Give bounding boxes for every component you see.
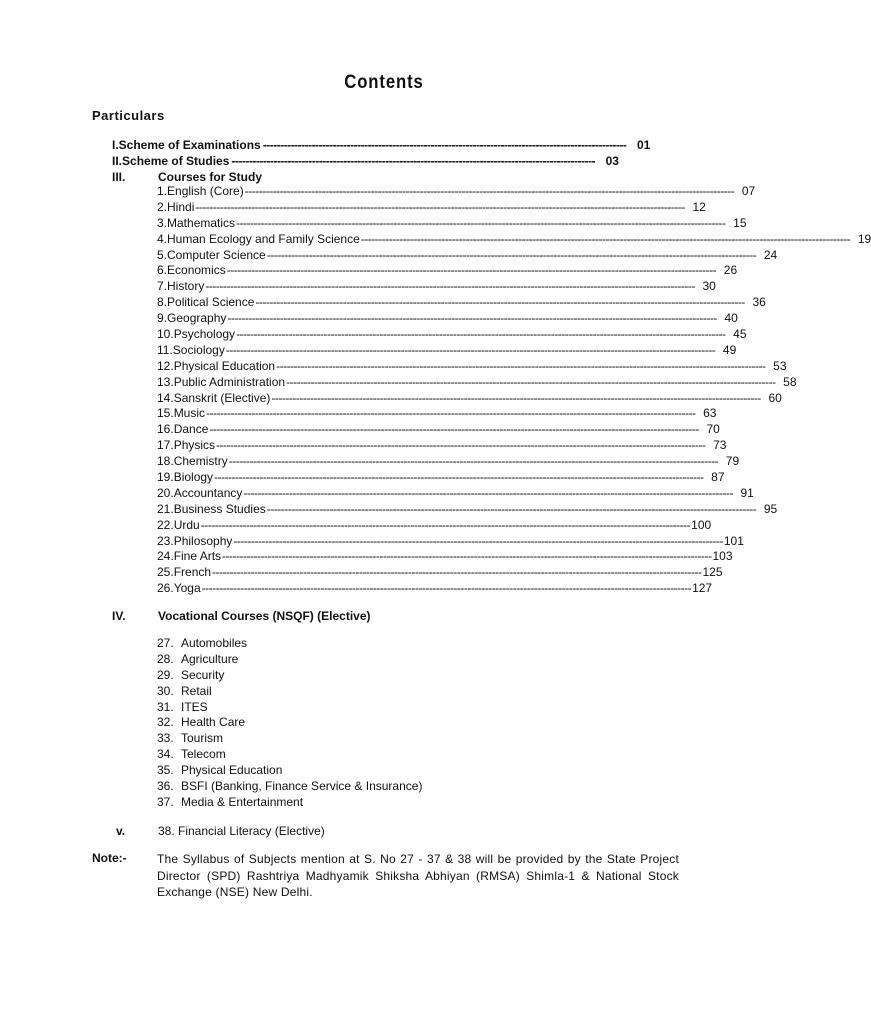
- dot-leader: --------------------------------------------------------------------------------------------------------------------------------------------: [286, 374, 776, 389]
- toc-course-row[interactable]: [157, 422, 720, 438]
- vocational-course-row[interactable]: [157, 668, 557, 684]
- course-page: 12: [692, 199, 706, 214]
- section-page: 01: [636, 138, 651, 152]
- dot-leader: --------------------------------------------------------------------------------------------------------------------------------------------: [271, 390, 761, 405]
- vocational-course-row[interactable]: [157, 763, 557, 779]
- toc-course-row[interactable]: [157, 295, 766, 311]
- course-number: 28.: [157, 651, 174, 666]
- dot-leader: --------------------------------------------------------------------------------------------------------------------------------------------: [209, 422, 699, 437]
- course-page: 95: [763, 501, 778, 516]
- course-page: 125: [702, 565, 723, 580]
- dot-leader: --------------------------------------------------------------------------------------------------------: [262, 138, 627, 152]
- section-number: II.: [112, 154, 123, 168]
- course-number: 10.: [157, 327, 174, 342]
- dot-leader: --------------------------------------------------------------------------------------------------------------------------------------------: [255, 295, 745, 310]
- course-label: Retail: [181, 683, 212, 698]
- course-page: 26: [723, 263, 738, 278]
- course-label: Automobiles: [181, 636, 248, 650]
- course-label: Urdu: [173, 517, 200, 532]
- course-label: Media & Entertainment: [181, 794, 304, 809]
- course-page: 100: [691, 517, 712, 532]
- course-number: 34.: [157, 747, 174, 762]
- toc-course-row[interactable]: [157, 501, 778, 518]
- section-label: Courses for Study: [158, 170, 263, 184]
- dot-leader: --------------------------------------------------------------------------------------------------------------------------------------------: [227, 311, 717, 326]
- toc-course-row[interactable]: [157, 454, 740, 470]
- section-label: Scheme of Studies: [122, 154, 230, 168]
- course-label: Economics: [167, 263, 226, 278]
- course-label: Accountancy: [173, 485, 243, 500]
- course-number: 12.: [157, 358, 174, 373]
- course-page: 70: [706, 422, 720, 437]
- section-label: Scheme of Examinations: [118, 138, 261, 152]
- vocational-course-row[interactable]: [157, 779, 557, 795]
- vocational-course-row[interactable]: [157, 715, 557, 731]
- course-number: 9.: [157, 311, 168, 326]
- course-number: 7.: [157, 279, 168, 294]
- course-number: 6.: [157, 263, 168, 278]
- course-page: 127: [692, 581, 713, 596]
- toc-section-row[interactable]: [112, 153, 619, 169]
- note-label: Note:-: [92, 851, 127, 865]
- course-page: 53: [773, 358, 787, 373]
- dot-leader: --------------------------------------------------------------------------------------------------------------------------------------------: [214, 470, 704, 485]
- course-label: Fine Arts: [173, 549, 222, 564]
- course-number: 17.: [157, 438, 174, 453]
- vocational-course-row[interactable]: [157, 700, 557, 716]
- course-label: Sanskrit (Elective): [173, 390, 271, 405]
- course-page: 73: [713, 438, 727, 453]
- course-label: ITES: [181, 699, 208, 714]
- toc-course-row[interactable]: [157, 215, 747, 232]
- toc-course-row[interactable]: [157, 390, 782, 407]
- section-number: III.: [112, 170, 126, 184]
- toc-course-row[interactable]: [157, 470, 725, 486]
- course-number: 15.: [157, 406, 174, 421]
- course-page: 60: [768, 390, 782, 405]
- course-label: Sociology: [172, 342, 225, 357]
- section-number: v.: [116, 824, 126, 838]
- toc-course-row[interactable]: [157, 199, 706, 216]
- vocational-course-row[interactable]: [157, 747, 557, 763]
- vocational-course-row[interactable]: [157, 684, 557, 700]
- course-page: 79: [725, 454, 740, 469]
- course-number: 32.: [157, 715, 174, 730]
- course-label: Mathematics: [167, 215, 236, 230]
- section-number: IV.: [112, 609, 126, 623]
- course-page: 87: [711, 470, 725, 485]
- course-label: Public Administration: [173, 374, 286, 389]
- toc-course-row[interactable]: [157, 406, 717, 422]
- course-page: 19: [857, 231, 871, 246]
- course-number: 24.: [157, 549, 174, 564]
- toc-course-row[interactable]: [157, 231, 871, 248]
- dot-leader: --------------------------------------------------------------------------------------------------------------------------------------------: [225, 342, 716, 357]
- dot-leader: --------------------------------------------------------------------------------------------------------------------------------------------: [360, 231, 851, 246]
- vocational-heading: [112, 609, 371, 623]
- dot-leader: --------------------------------------------------------------------------------------------------------------------------------------------: [236, 327, 726, 342]
- toc-course-row[interactable]: [157, 485, 754, 502]
- course-label: Geography: [167, 311, 227, 326]
- dot-leader: --------------------------------------------------------------------------------------------------------: [231, 154, 595, 168]
- course-page: 103: [712, 549, 733, 564]
- course-number: 21.: [157, 501, 174, 516]
- course-label: Agriculture: [181, 651, 239, 666]
- dot-leader: --------------------------------------------------------------------------------------------------------------------------------------------: [200, 517, 691, 532]
- course-label: History: [167, 279, 205, 294]
- toc-course-row[interactable]: [157, 533, 744, 550]
- section-label: 38. Financial Literacy (Elective): [158, 824, 325, 838]
- course-label: Chemistry: [173, 454, 228, 469]
- toc-course-row[interactable]: [157, 311, 738, 327]
- dot-leader: --------------------------------------------------------------------------------------------------------------------------------------------: [205, 279, 695, 294]
- course-label: BSFI (Banking, Finance Service & Insurance): [181, 779, 423, 794]
- course-label: Yoga: [173, 581, 201, 596]
- course-number: 25.: [157, 565, 174, 580]
- course-label: Biology: [173, 470, 214, 485]
- course-page: 07: [741, 184, 756, 198]
- course-number: 36.: [157, 779, 174, 794]
- toc-course-row[interactable]: [157, 184, 756, 200]
- toc-section-row[interactable]: [112, 137, 651, 153]
- course-label: Business Studies: [173, 501, 266, 516]
- toc-course-row[interactable]: [157, 374, 797, 391]
- dot-leader: --------------------------------------------------------------------------------------------------------------------------------------------: [195, 199, 685, 214]
- toc-section-row[interactable]: [112, 169, 552, 185]
- course-label: Philosophy: [173, 533, 233, 548]
- course-number: 3.: [157, 215, 168, 230]
- course-number: 11.: [157, 342, 173, 357]
- course-label: French: [173, 565, 212, 580]
- course-number: 2.: [157, 199, 168, 214]
- particulars-heading: Particulars: [92, 108, 165, 123]
- course-number: 13.: [157, 374, 174, 389]
- course-number: 19.: [157, 470, 174, 485]
- course-number: 37.: [157, 794, 174, 809]
- vocational-list: [157, 636, 557, 811]
- course-label: Physics: [173, 438, 216, 453]
- course-page: 49: [722, 342, 737, 357]
- dot-leader: --------------------------------------------------------------------------------------------------------------------------------------------: [222, 549, 712, 564]
- course-label: Computer Science: [167, 247, 266, 262]
- course-number: 30.: [157, 683, 174, 698]
- course-page: 63: [703, 406, 717, 421]
- dot-leader: --------------------------------------------------------------------------------------------------------------------------------------------: [206, 406, 696, 421]
- course-number: 35.: [157, 763, 174, 778]
- note-text: The Syllabus of Subjects mention at S. No 27 - 37 & 38 will be provided by the State Project Director (SPD) Rashtriya Madhyamik Shiksha Abhiyan (RMSA) Shimla-1 & National Stock Exchange (NSE) New Delhi.: [157, 852, 679, 899]
- course-page: 45: [733, 327, 747, 342]
- dot-leader: --------------------------------------------------------------------------------------------------------------------------------------------: [226, 263, 717, 278]
- vocational-course-row[interactable]: [157, 731, 557, 747]
- course-number: 26.: [157, 581, 174, 596]
- dot-leader: --------------------------------------------------------------------------------------------------------------------------------------------: [201, 581, 692, 596]
- section-label: Vocational Courses (NSQF) (Elective): [158, 609, 371, 623]
- toc-course-row[interactable]: [157, 549, 733, 565]
- toc-course-row[interactable]: [157, 565, 723, 581]
- course-number: 4.: [157, 231, 168, 246]
- course-page: 15: [733, 215, 747, 230]
- dot-leader: --------------------------------------------------------------------------------------------------------------------------------------------: [244, 184, 735, 198]
- course-number: 18.: [157, 454, 174, 469]
- dot-leader: --------------------------------------------------------------------------------------------------------------------------------------------: [243, 485, 733, 500]
- toc-course-row[interactable]: [157, 263, 738, 279]
- course-label: Health Care: [181, 715, 246, 730]
- dot-leader: --------------------------------------------------------------------------------------------------------------------------------------------: [212, 565, 702, 580]
- course-label: Physical Education: [181, 763, 283, 778]
- dot-leader: --------------------------------------------------------------------------------------------------------------------------------------------: [216, 438, 706, 453]
- vocational-course-row[interactable]: [157, 636, 557, 652]
- toc-course-row[interactable]: [157, 581, 713, 597]
- toc-course-row[interactable]: [157, 327, 747, 343]
- course-page: 24: [763, 247, 778, 262]
- dot-leader: --------------------------------------------------------------------------------------------------------------------------------------------: [266, 247, 757, 262]
- course-number: 23.: [157, 533, 174, 548]
- course-number: 14.: [157, 390, 174, 405]
- course-number: 29.: [157, 667, 174, 682]
- course-number: 22.: [157, 517, 174, 532]
- course-label: Human Ecology and Family Science: [167, 231, 360, 246]
- courses-list: [157, 184, 871, 597]
- course-label: Dance: [173, 422, 209, 437]
- section-number: I.: [112, 138, 119, 152]
- course-label: Physical Education: [173, 358, 276, 373]
- vocational-course-row[interactable]: [157, 795, 557, 811]
- course-label: English (Core): [167, 184, 244, 198]
- toc-course-row[interactable]: [157, 279, 716, 295]
- course-label: Psychology: [173, 327, 236, 342]
- course-label: Security: [181, 667, 225, 682]
- course-number: 20.: [157, 485, 174, 500]
- course-page: 91: [740, 485, 754, 500]
- course-number: 27.: [157, 636, 174, 650]
- course-number: 1.: [157, 184, 168, 198]
- course-page: 40: [724, 311, 738, 326]
- dot-leader: --------------------------------------------------------------------------------------------------------------------------------------------: [266, 501, 757, 516]
- course-page: 36: [752, 295, 766, 310]
- dot-leader: --------------------------------------------------------------------------------------------------------------------------------------------: [233, 533, 723, 548]
- course-label: Telecom: [181, 747, 226, 762]
- toc-course-row[interactable]: [157, 247, 778, 264]
- page-title: Contents: [344, 72, 424, 93]
- course-page: 30: [702, 279, 716, 294]
- financial-literacy-row[interactable]: [112, 823, 325, 839]
- toc-course-row[interactable]: [157, 517, 712, 534]
- course-page: 58: [783, 374, 797, 389]
- section-page: 03: [605, 154, 619, 168]
- dot-leader: --------------------------------------------------------------------------------------------------------------------------------------------: [276, 358, 766, 373]
- course-number: 33.: [157, 731, 174, 746]
- course-number: 16.: [157, 422, 174, 437]
- dot-leader: --------------------------------------------------------------------------------------------------------------------------------------------: [228, 454, 719, 469]
- course-page: 101: [723, 533, 744, 548]
- dot-leader: --------------------------------------------------------------------------------------------------------------------------------------------: [236, 215, 726, 230]
- course-number: 8.: [157, 295, 168, 310]
- toc-course-row[interactable]: [157, 342, 737, 359]
- course-label: Political Science: [167, 295, 255, 310]
- course-label: Tourism: [181, 731, 224, 746]
- toc-course-row[interactable]: [157, 438, 727, 454]
- vocational-course-row[interactable]: [157, 652, 557, 668]
- course-number: 5.: [157, 247, 168, 262]
- course-label: Music: [173, 406, 206, 421]
- course-label: Hindi: [167, 199, 195, 214]
- toc-course-row[interactable]: [157, 358, 787, 375]
- course-number: 31.: [157, 699, 174, 714]
